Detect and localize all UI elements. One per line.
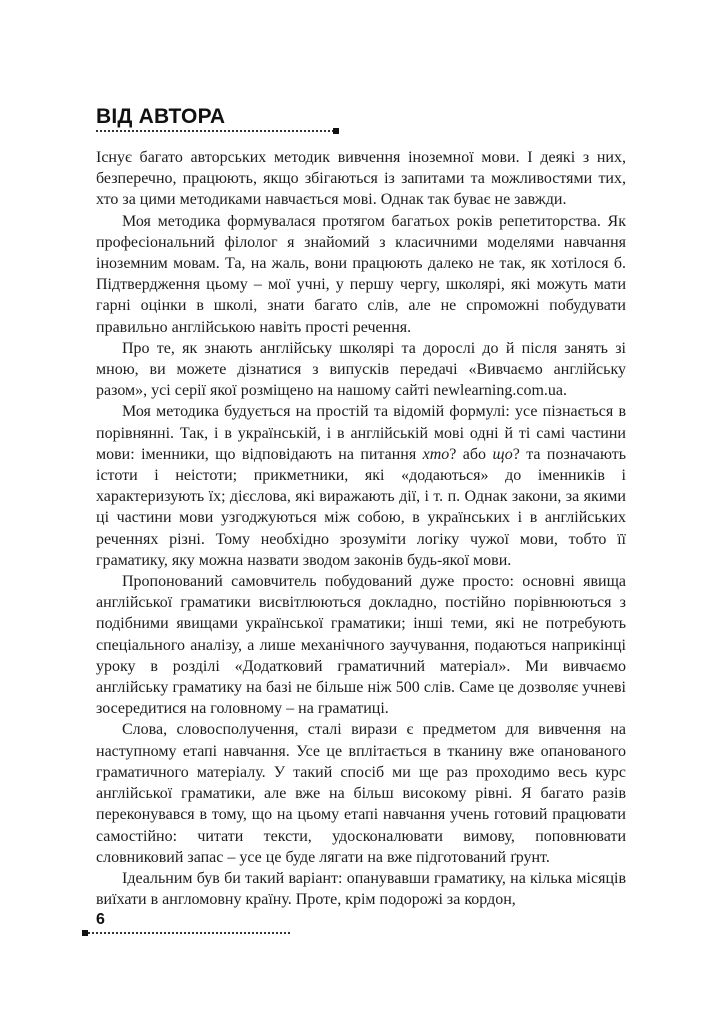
section-heading: ВІД АВТОРА [96,105,226,128]
paragraph-6: Слова, словосполучення, сталі вирази є предметом для вивчення на наступному етапі навчання. Усе це вплітається в тканину вже опанованого граматичного матеріалу. У такий спосіб ми ще раз проходимо весь курс англійської граматики, але вже на більш високому рівні. Я багато разів переконувався в тому, що на цьому етапі навчання учень готовий працювати самостійно: читати тексти, удосконалювати вимову, поповнювати словниковий запас – усе це буде лягати на вже підготований ґрунт. [96,721,626,866]
heading-rule-end-square [333,128,339,134]
paragraph-3: Про те, як знають англійську школярі та дорослі до й після занять зі мною, ви можете дізнатися з випусків передачі «Вивчаємо англійську разом», усі серії якої розміщено на нашому сайті newlearning.com.ua. [96,339,626,400]
paragraph-2: Моя методика формувалася протягом багатьох років репетиторства. Як професіональний філолог я знайомий з класичними моделями навчання іноземним мовам. Та, на жаль, вони працюють далеко не так, як хотілося б. Підтвердження цьому – мої учні, у першу чергу, школярі, які можуть мати гарні оцінки в школі, знати багато слів, але не спроможні побудувати правильно англійською навіть прості речення. [96,212,626,336]
paragraph-1: Існує багато авторських методик вивчення іноземної мови. І деякі з них, безперечно, працюють, якщо збігаються із запитами та можливостями тих, хто за цими методиками навчається мові. Однак так буває не завжди. [96,149,626,209]
paragraph-4: Моя методика будується на простій та відомій формулі: усе пізнається в порівнянні. Так, і в українській, і в англійській мові одні й ті самі частини мови: іменники, що відповідають на питання хто? або що? та позначають істоти і неістоти; прикметники, які «додаються» до іменників і характеризують їх; дієслова, які виражають дії, і т. п. Однак закони, за якими ці частини мови узгоджуються між собою, в українських і в англійських реченнях різні. Тому необхідно зрозуміти логіку чужої мови, тобто її граматику, яку можна назвати зводом законів будь-якої мови. [96,403,626,569]
heading-dotted-rule [96,130,334,132]
paragraph-5: Пропонований самовчитель побудований дуже просто: основні явища англійської граматики висвітлюються докладно, постійно порівнюються з подібними явищами української граматики; інші теми, які не потребують спеціального аналізу, а лише механічного заучування, подаються наприкінці уроку в розділі «Додатковий граматичний матеріал». Ми вивчаємо англійську граматику на базі не більше ніж 500 слів. Саме це дозволяє учневі зосередитися на головному – на граматиці. [96,573,626,718]
page-number: 6 [96,911,105,928]
body-text [96,147,626,910]
paragraph-7: Ідеальним був би такий варіант: опанувавши граматику, на кілька місяців виїхати в англомовну країну. Проте, крім подорожі за кордон, [96,869,626,909]
footer-dotted-rule [88,932,290,934]
